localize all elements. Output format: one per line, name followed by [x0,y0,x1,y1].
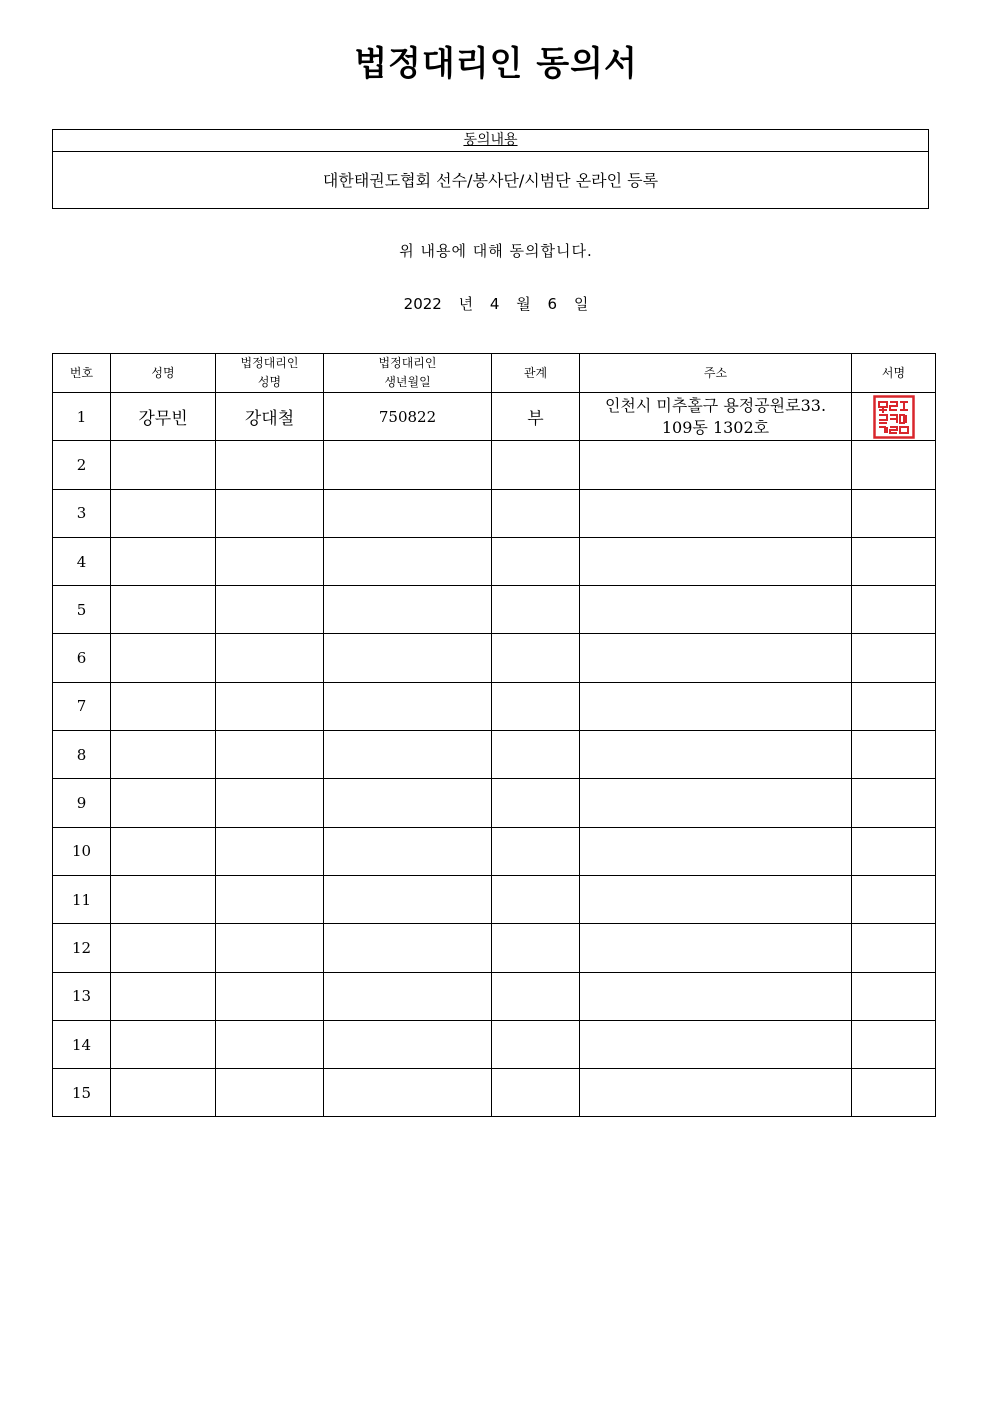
cell-guardian-birth [324,586,492,634]
cell-guardian-birth [324,441,492,489]
cell-relation [492,682,580,730]
header-address: 주소 [580,354,852,393]
cell-guardian-birth [324,827,492,875]
cell-guardian-birth [324,779,492,827]
cell-signature [852,827,936,875]
cell-signature [852,1020,936,1068]
cell-guardian-birth [324,924,492,972]
consent-date [0,293,992,314]
cell-name [111,489,216,537]
header-number: 번호 [53,354,111,393]
cell-number: 4 [53,537,111,585]
cell-number: 14 [53,1020,111,1068]
cell-address [580,924,852,972]
cell-name: 강무빈 [111,393,216,441]
cell-guardian-name [216,634,324,682]
cell-name [111,972,216,1020]
cell-guardian-name [216,586,324,634]
consent-box [52,129,929,209]
cell-number: 9 [53,779,111,827]
table-row [53,682,936,730]
date-month: 4 [489,295,500,313]
cell-relation [492,441,580,489]
cell-address-line1: 인천시 미추홀구 용정공원로33. [604,395,827,415]
cell-name [111,875,216,923]
cell-signature [852,924,936,972]
cell-signature [852,1069,936,1117]
cell-address [580,731,852,779]
cell-signature [852,393,936,441]
cell-relation [492,586,580,634]
cell-guardian-name [216,875,324,923]
table-row [53,875,936,923]
header-guardian-name-line2: 성명 [257,375,282,389]
header-guardian-birth-line2: 생년월일 [384,375,431,389]
cell-name [111,731,216,779]
cell-signature [852,972,936,1020]
cell-name [111,1020,216,1068]
agreement-statement: 위 내용에 대해 동의합니다. [399,242,593,260]
cell-signature [852,634,936,682]
cell-number: 15 [53,1069,111,1117]
cell-guardian-name [216,827,324,875]
cell-address [580,441,852,489]
table-row [53,489,936,537]
cell-relation [492,634,580,682]
cell-address [580,779,852,827]
cell-signature [852,441,936,489]
cell-guardian-name [216,731,324,779]
cell-number: 2 [53,441,111,489]
cell-address [580,1020,852,1068]
page-title: 법정대리인 동의서 [354,44,638,84]
cell-guardian-birth [324,972,492,1020]
cell-signature [852,682,936,730]
table-row [53,1020,936,1068]
cell-guardian-name [216,682,324,730]
header-guardian-birth [324,354,492,393]
seal-stamp-icon [873,395,915,439]
cell-address [580,634,852,682]
cell-address [580,827,852,875]
consent-header-label: 동의내용 [463,132,518,148]
cell-name [111,586,216,634]
cell-relation: 부 [492,393,580,441]
header-relation: 관계 [492,354,580,393]
date-month-unit: 월 [516,295,531,313]
cell-relation [492,827,580,875]
cell-signature [852,489,936,537]
cell-guardian-birth [324,489,492,537]
cell-guardian-name [216,779,324,827]
guardian-consent-table [52,353,936,1117]
cell-number: 6 [53,634,111,682]
cell-guardian-birth [324,1020,492,1068]
cell-name [111,634,216,682]
cell-guardian-name [216,972,324,1020]
cell-name [111,537,216,585]
cell-relation [492,1020,580,1068]
header-guardian-name-line1: 법정대리인 [240,356,299,370]
date-year: 2022 [403,295,442,313]
header-guardian-name [216,354,324,393]
cell-guardian-birth [324,1069,492,1117]
cell-guardian-name [216,1069,324,1117]
cell-guardian-birth [324,682,492,730]
header-signature: 서명 [852,354,936,393]
cell-number: 7 [53,682,111,730]
cell-name [111,779,216,827]
cell-address [580,972,852,1020]
table-row [53,827,936,875]
cell-number: 5 [53,586,111,634]
table-row [53,441,936,489]
cell-name [111,827,216,875]
cell-signature [852,731,936,779]
table-header-row [53,354,936,393]
cell-guardian-name [216,441,324,489]
cell-relation [492,537,580,585]
cell-address [580,537,852,585]
consent-header [53,130,928,152]
header-name: 성명 [111,354,216,393]
cell-guardian-birth [324,537,492,585]
cell-guardian-name [216,537,324,585]
cell-signature [852,875,936,923]
cell-relation [492,731,580,779]
cell-relation [492,1069,580,1117]
cell-address [580,586,852,634]
table-row [53,393,936,441]
cell-guardian-birth [324,875,492,923]
cell-address [580,682,852,730]
table-row [53,537,936,585]
cell-name [111,1069,216,1117]
cell-guardian-name: 강대철 [216,393,324,441]
table-row [53,972,936,1020]
consent-content: 대한태권도협회 선수/봉사단/시범단 온라인 등록 [322,171,659,190]
cell-relation [492,924,580,972]
cell-name [111,441,216,489]
cell-relation [492,875,580,923]
table-row [53,779,936,827]
table-row [53,731,936,779]
cell-guardian-birth [324,634,492,682]
cell-guardian-name [216,489,324,537]
table-row [53,924,936,972]
cell-address [580,393,852,441]
table-row [53,634,936,682]
cell-number: 10 [53,827,111,875]
cell-number: 12 [53,924,111,972]
date-day: 6 [547,295,558,313]
date-day-unit: 일 [573,295,589,313]
cell-signature [852,779,936,827]
cell-number: 11 [53,875,111,923]
cell-number: 8 [53,731,111,779]
cell-relation [492,779,580,827]
cell-guardian-name [216,924,324,972]
cell-address [580,875,852,923]
cell-name [111,924,216,972]
cell-address-line2: 109동 1302호 [661,417,770,437]
cell-address [580,489,852,537]
cell-name [111,682,216,730]
cell-address [580,1069,852,1117]
cell-number: 13 [53,972,111,1020]
cell-signature [852,586,936,634]
date-year-unit: 년 [458,295,474,313]
cell-relation [492,972,580,1020]
cell-number: 3 [53,489,111,537]
cell-guardian-name [216,1020,324,1068]
cell-guardian-birth [324,731,492,779]
table-row [53,1069,936,1117]
table-row [53,586,936,634]
cell-signature [852,537,936,585]
cell-guardian-birth: 750822 [324,393,492,441]
cell-relation [492,489,580,537]
header-guardian-birth-line1: 법정대리인 [378,356,437,370]
cell-number: 1 [53,393,111,441]
